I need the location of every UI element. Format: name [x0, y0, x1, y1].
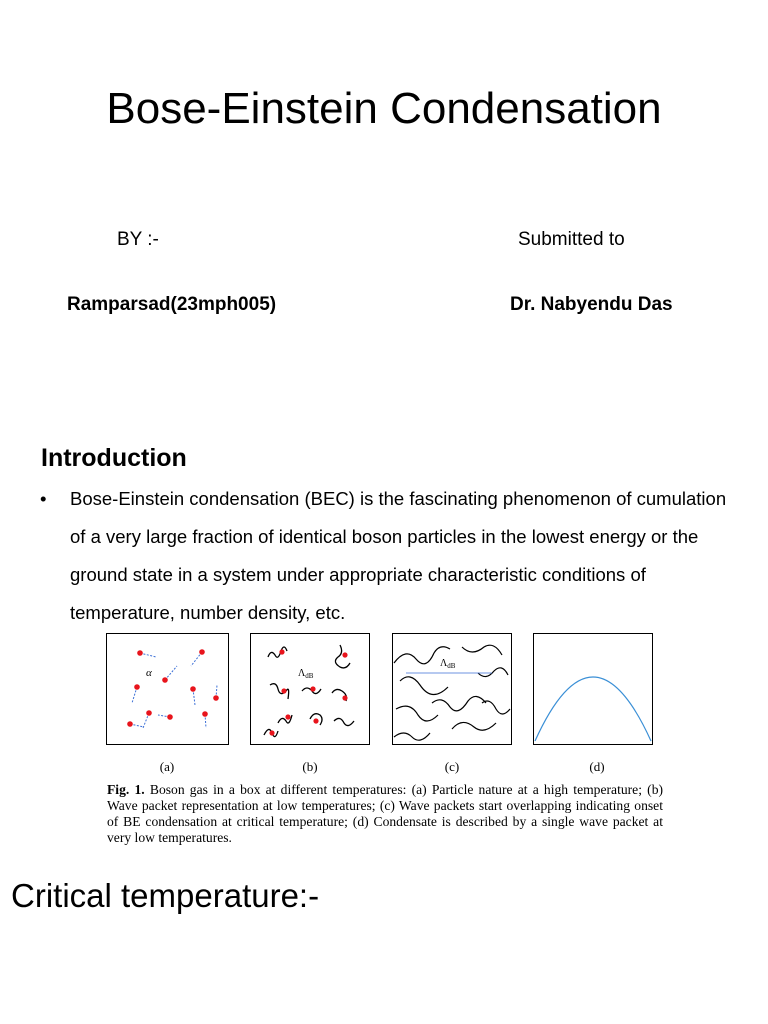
alpha-label: α — [146, 667, 152, 679]
introduction-list — [40, 480, 740, 632]
overlapping-packets-diagram — [392, 633, 512, 745]
particle-box-diagram — [106, 633, 229, 745]
figure-caption-lead: Fig. 1. — [107, 782, 145, 797]
boson-gas-figure — [103, 633, 665, 855]
author-name: Ramparsad(23mph005) — [67, 294, 277, 315]
panel-label-b: (b) — [302, 759, 318, 774]
panel-label-d: (d) — [589, 759, 605, 774]
panel-label-a: (a) — [159, 759, 175, 774]
submitted-to-label: Submitted to — [518, 229, 625, 250]
introduction-heading: Introduction — [41, 444, 187, 472]
figure-caption-text: Boson gas in a box at different temperatures: (a) Particle nature at a high temperature; (b) Wave packet representation at low temperatures; (c) Wave packets start overlapping indicating onset of BE condensation at critical temperature; (d) Condensate is described by a single wave packet at very low temperatures. — [107, 782, 664, 845]
by-label: BY :- — [117, 229, 159, 250]
figure-panel-a — [106, 633, 229, 774]
wave-packet-diagram — [250, 633, 370, 745]
panel-label-c: (c) — [444, 759, 460, 774]
figure-panel-b — [250, 633, 370, 774]
figure-panel-d — [533, 633, 653, 774]
introduction-text: Bose-Einstein condensation (BEC) is the fascinating phenomenon of cumulation of a very large fraction of identical boson particles in the lowest energy or the ground state in a system under appropriate characteristic conditions of temperature, number density, etc. — [70, 488, 727, 623]
figure-caption — [107, 782, 663, 846]
condensate-diagram — [533, 633, 653, 745]
bullet-icon: • — [40, 488, 47, 509]
supervisor-name: Dr. Nabyendu Das — [510, 294, 673, 315]
introduction-bullet-item — [40, 480, 740, 632]
critical-temperature-heading: Critical temperature:- — [11, 877, 320, 914]
lambda-db-label-b: $\Lambda_{dB}$ — [298, 668, 314, 680]
page-title: Bose-Einstein Condensation — [106, 84, 662, 133]
lambda-db-label-c: $\Lambda_{dB}$ — [440, 658, 456, 670]
condensate-wave-curve — [535, 677, 651, 741]
figure-panel-c — [392, 633, 512, 774]
